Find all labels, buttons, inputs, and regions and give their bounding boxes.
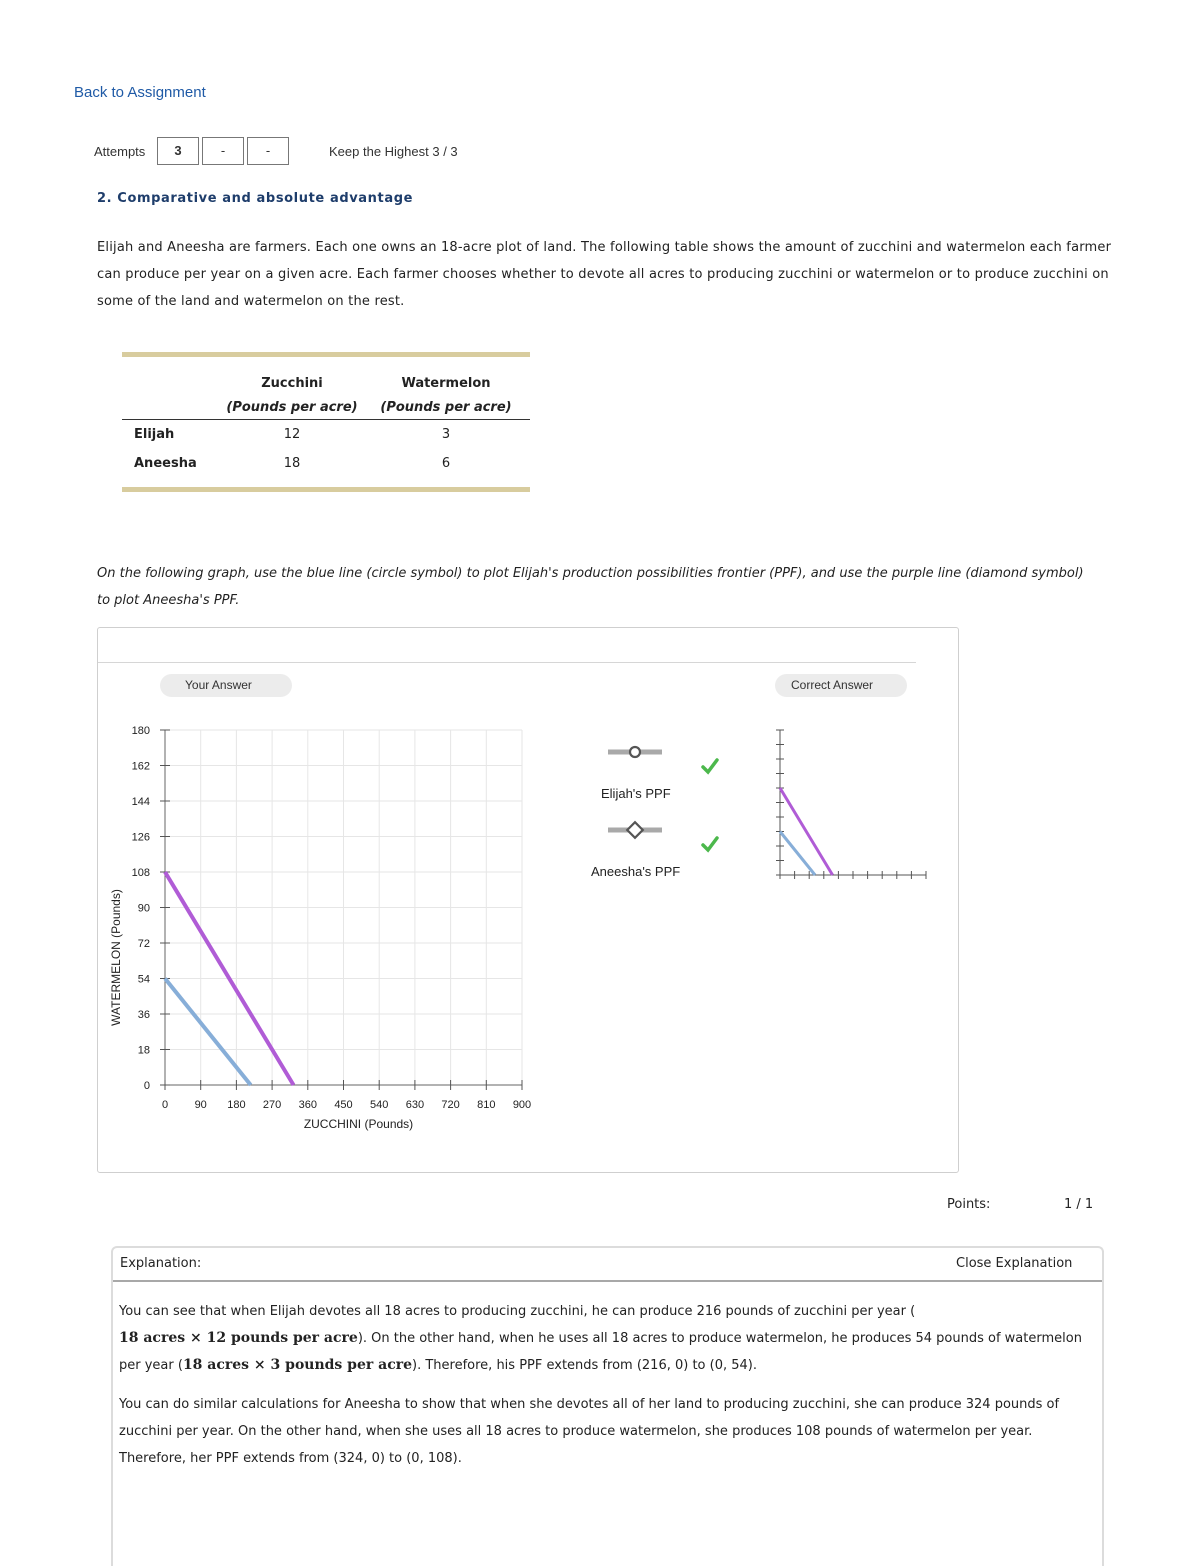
circle-icon [630, 747, 640, 757]
x-tick-label: 810 [477, 1099, 496, 1111]
x-tick-label: 630 [405, 1099, 425, 1111]
x-tick-label: 270 [262, 1099, 282, 1111]
graph-panel-divider [98, 662, 916, 663]
table-row [122, 449, 530, 478]
table-bottom-rule [122, 487, 530, 492]
correct-answer-chart [770, 725, 932, 885]
x-axis-title: ZUCCHINI (Pounds) [303, 1117, 414, 1131]
y-tick-label: 144 [131, 796, 150, 808]
y-axis-title: WATERMELON (Pounds) [109, 889, 123, 1026]
x-tick-label: 180 [227, 1099, 246, 1111]
y-tick-label: 180 [131, 725, 150, 737]
row-name: Elijah [134, 427, 175, 442]
your-answer-tab[interactable]: Your Answer [160, 674, 292, 697]
y-tick-label: 0 [143, 1080, 150, 1092]
row-name: Aneesha [134, 456, 197, 471]
diamond-icon [627, 822, 643, 838]
attempt-1-value: 3 [174, 143, 182, 158]
production-table [122, 352, 530, 492]
graph-instructions: On the following graph, use the blue line (circle symbol) to plot Elijah's production possibilities frontier (PPF), and use the purple line (diamond symbol) to plot Aneesha's PPF. [97, 566, 1084, 608]
col-header-zucchini: Zucchini [261, 376, 323, 391]
row-zucchini: 18 [283, 456, 301, 471]
explanation-text: You can see that when Elijah devotes all 18 acres to producing zucchini, he can produce 216 pounds of zucchini per year ( [119, 1304, 916, 1319]
col-unit-zucchini: (Pounds per acre) [222, 395, 362, 420]
attempt-3-box [247, 137, 289, 165]
x-tick-label: 0 [161, 1099, 169, 1111]
y-tick-label: 162 [131, 760, 150, 773]
y-tick-label: 108 [131, 867, 150, 879]
y-tick-label: 54 [137, 973, 150, 986]
explanation-header-rule [113, 1280, 1102, 1282]
explanation-paragraph-2: You can do similar calculations for Aneesha to show that when she devotes all of her land to producing zucchini, she can produce 324 pounds of zucchini per year. On the other hand, when she uses all 18 acres to produce watermelon, she produces 108 pounds of watermelon per year. Therefore, her PPF extends from (324, 0) to (0, 108). [119, 1397, 1060, 1466]
y-tick-label: 18 [137, 1044, 150, 1057]
back-to-assignment-link[interactable]: Back to Assignment [74, 84, 206, 101]
elijah-check-icon [700, 756, 720, 776]
x-tick-label: 90 [194, 1099, 207, 1111]
close-explanation-button[interactable]: Close Explanation [956, 1256, 1073, 1271]
x-tick-label: 540 [370, 1099, 389, 1111]
keep-highest-label: Keep the Highest 3 / 3 [329, 144, 458, 159]
explanation-paragraph-1 [119, 1298, 1094, 1379]
row-watermelon: 6 [441, 456, 451, 471]
elijah-legend-symbol[interactable] [605, 742, 665, 762]
x-tick-label: 360 [298, 1099, 317, 1111]
x-tick-label: 900 [512, 1099, 532, 1111]
correct-answer-tab[interactable]: Correct Answer [775, 674, 907, 697]
points-value: 1 / 1 [1064, 1197, 1094, 1212]
math-expression: 18 acres × 12 pounds per acre [119, 1330, 358, 1346]
x-tick-label: 450 [334, 1099, 353, 1111]
attempts-label: Attempts [94, 144, 146, 159]
question-intro: Elijah and Aneesha are farmers. Each one owns an 18-acre plot of land. The following table shows the amount of zucchini and watermelon each farmer can produce per year on a given acre. Each farmer chooses whether to devote all acres to producing zucchini or watermelon or to produce zucchini on some of the land and watermelon on the rest. [97, 240, 1112, 309]
elijah-legend-label: Elijah's PPF [601, 786, 671, 801]
col-header-watermelon: Watermelon [401, 376, 491, 391]
y-tick-label: 36 [137, 1009, 150, 1021]
explanation-label: Explanation: [120, 1256, 202, 1271]
question-title: 2. Comparative and absolute advantage [97, 191, 414, 206]
attempt-1-box [157, 137, 199, 165]
x-tick-label: 720 [441, 1099, 460, 1111]
attempt-2-box [202, 137, 244, 165]
col-unit-watermelon: (Pounds per acre) [362, 395, 530, 420]
attempt-3-value: - [265, 143, 271, 158]
y-tick-label: 126 [131, 831, 150, 844]
row-zucchini: 12 [283, 427, 301, 442]
attempt-2-value: - [220, 143, 226, 158]
aneesha-check-icon [700, 834, 720, 854]
explanation-text: ). Therefore, his PPF extends from (216, 0) to (0, 54). [412, 1358, 757, 1373]
points-label: Points: [947, 1197, 991, 1212]
math-expression: 18 acres × 3 pounds per acre [182, 1357, 413, 1373]
y-tick-label: 90 [137, 902, 150, 915]
row-watermelon: 3 [441, 427, 451, 442]
table-row [122, 420, 530, 450]
aneesha-legend-symbol[interactable] [605, 820, 665, 840]
ppf-chart[interactable] [100, 715, 550, 1135]
explanation-text: ). On the other hand, when he uses all 18 acres to produce watermelon, he produces 54 pounds of watermelon per year ( [119, 1331, 1082, 1373]
aneesha-legend-label: Aneesha's PPF [591, 864, 681, 879]
y-tick-label: 72 [137, 938, 150, 950]
